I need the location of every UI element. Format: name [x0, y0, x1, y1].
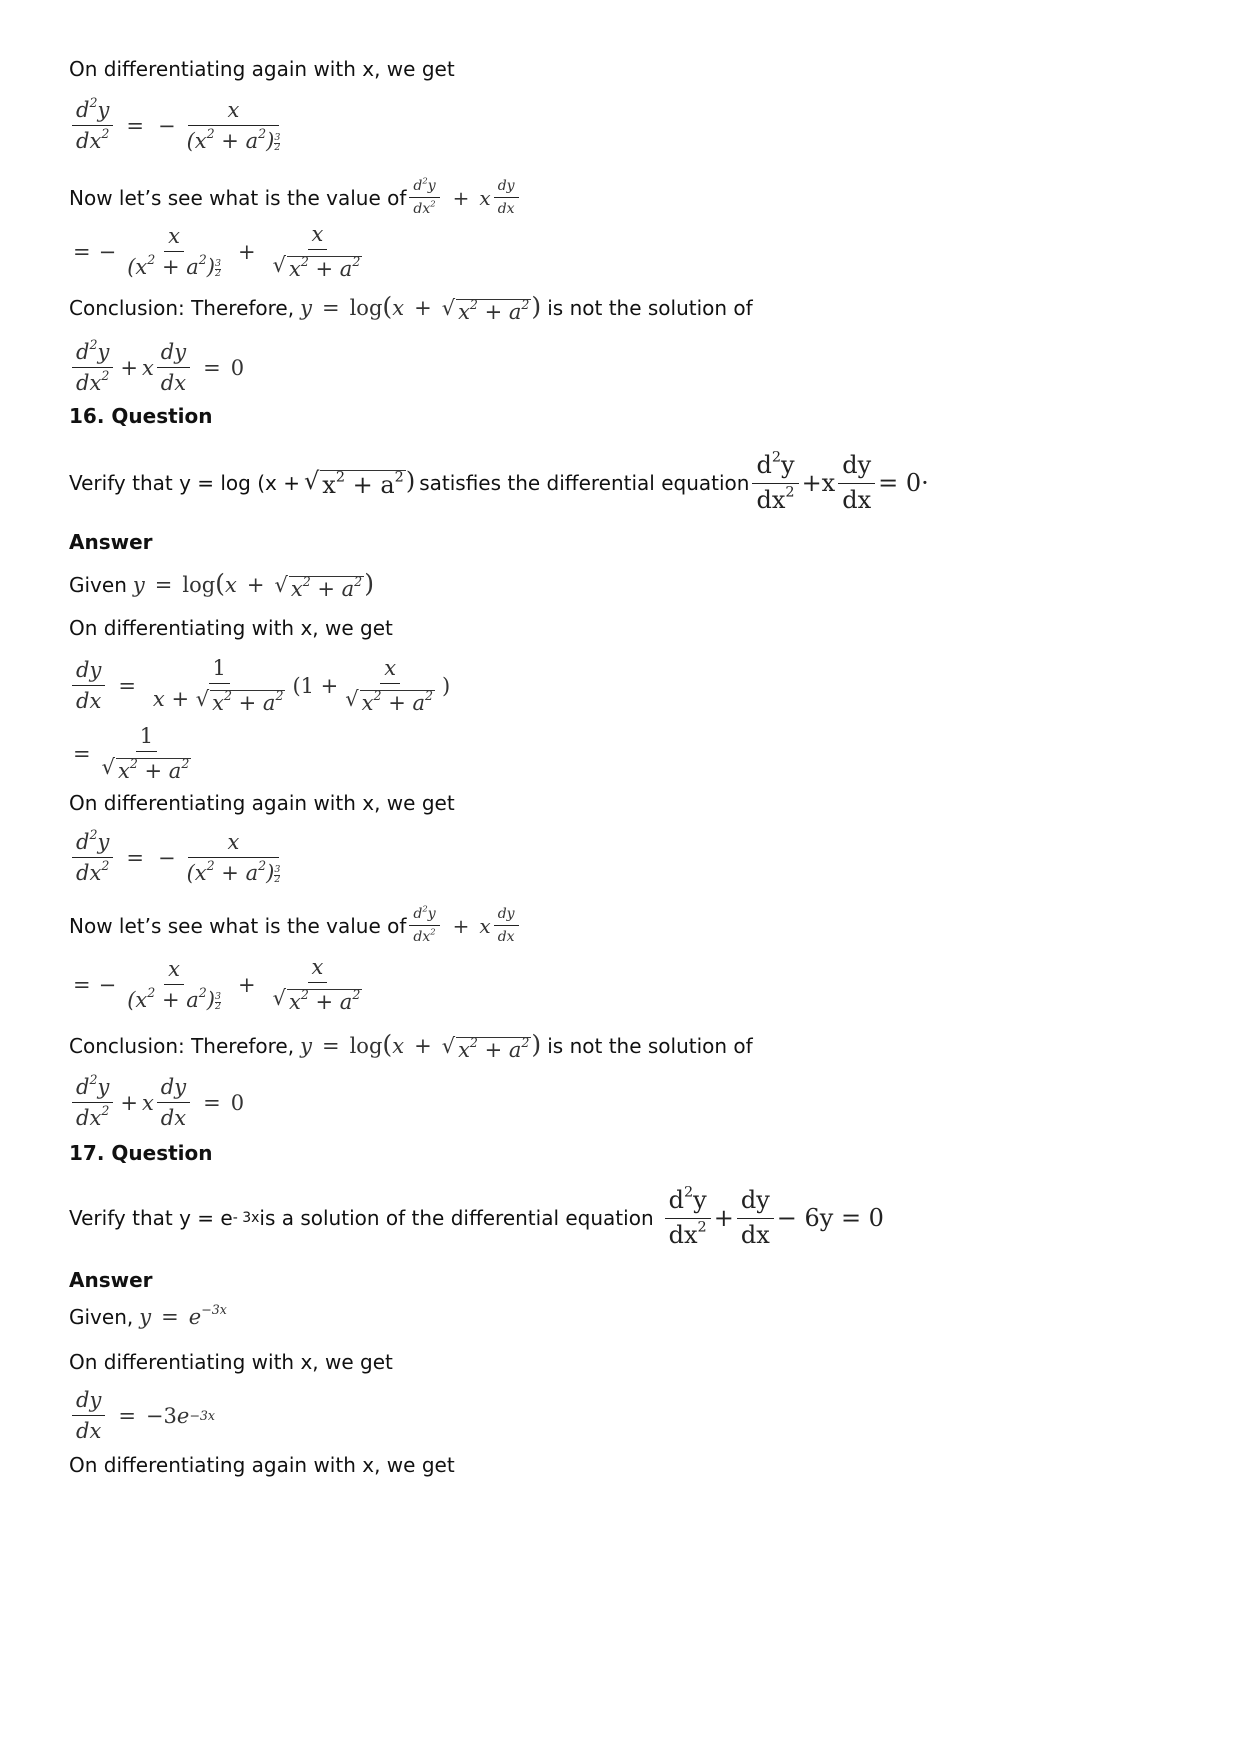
- text-fragment: Verify that y = log (x +: [69, 471, 300, 496]
- answer-label: Answer: [69, 1268, 153, 1292]
- equation-sum: = − x $(x^2 + a^2)$ $\frac{3}{2}$ + x √ $x^2 + a^2$: [73, 955, 361, 1015]
- text-line: On differentiating with x, we get: [69, 616, 393, 640]
- text-fragment: Now let’s see what is the value of: [69, 913, 407, 938]
- text-fragment: Verify that y = e: [69, 1206, 233, 1231]
- equation-second-derivative: $\frac{d^2y}{dx^2}$ = − x $(x^2 + a^2)$ $\frac{3}{2}$: [69, 830, 287, 885]
- text-fragment: Given: [69, 573, 127, 597]
- text-fragment: Now let’s see what is the value of: [69, 185, 407, 210]
- expression-inline: y = log(x + √ $x^2 + a^2$ ): [300, 1030, 542, 1062]
- text-line-with-math: [69, 175, 522, 218]
- exponent: - 3x: [232, 1210, 260, 1227]
- question-text: [69, 449, 929, 514]
- equation-second-derivative: $\frac{d^2y}{dx^2}$ = − x $(x^2 + a^2)$ $\frac{3}{2}$: [69, 98, 287, 153]
- equation-first-derivative-simplified: = 1 √ $x^2 + a^2$: [73, 724, 190, 784]
- text-line: On differentiating again with x, we get: [69, 791, 455, 815]
- text-line: On differentiating with x, we get: [69, 1350, 393, 1374]
- text-line-with-math: [69, 1030, 753, 1062]
- expression-inline: y = log(x + √ $x^2 + a^2$ ): [300, 292, 542, 324]
- text-fragment: is a solution of the differential equation: [259, 1206, 654, 1231]
- answer-label: Answer: [69, 530, 153, 554]
- equation-differential: $\frac{d^2y}{dx^2}$ + x $\frac{dy}{dx}$ = 0: [69, 1075, 244, 1130]
- equation-first-derivative: $\frac{dy}{dx}$ = 1 x + √ $x^2 + a^2$ (1 + x √ $x^2 + a^2$ ): [69, 656, 450, 715]
- text-fragment: is not the solution of: [547, 296, 753, 320]
- text-fragment: satisfies the differential equation: [419, 471, 750, 496]
- text-line-with-math: [69, 1301, 233, 1329]
- text-fragment: is not the solution of: [547, 1034, 753, 1058]
- text-line-with-math: [69, 903, 522, 946]
- question-text: [69, 1184, 884, 1249]
- question-title: 17. Question: [69, 1141, 213, 1165]
- expression-inline: $\frac{d^2y}{dx^2}$ + x $\frac{dy}{dx}$: [406, 178, 521, 217]
- text-line: On differentiating again with x, we get: [69, 57, 455, 81]
- text-fragment: Conclusion: Therefore,: [69, 1034, 295, 1058]
- expression-inline: $\frac{d^2y}{dx^2}$ + $\frac{dy}{dx}$ − 6y = 0: [662, 1187, 884, 1249]
- question-title: 16. Question: [69, 404, 213, 428]
- equation-differential: $\frac{d^2y}{dx^2}$ + x $\frac{dy}{dx}$ = 0: [69, 340, 244, 395]
- expression-inline: $\frac{d^2y}{dx^2}$ +x $\frac{dy}{dx}$ = 0·: [749, 452, 928, 514]
- expression-inline: $y = e^{-3x}$: [139, 1301, 227, 1329]
- text-line: On differentiating again with x, we get: [69, 1453, 455, 1477]
- equation-first-derivative: $\frac{dy}{dx}$ = −3 e −3x: [69, 1388, 215, 1443]
- expression-inline: $\frac{d^2y}{dx^2}$ + x $\frac{dy}{dx}$: [406, 906, 521, 945]
- text-fragment: Conclusion: Therefore,: [69, 296, 295, 320]
- text-line-with-math: [69, 292, 753, 324]
- expression-inline: y = log(x + √ $x^2 + a^2$ ): [132, 569, 375, 601]
- text-line-with-math: [69, 569, 380, 601]
- text-fragment: Given,: [69, 1305, 134, 1329]
- equation-sum: = − x $(x^2 + a^2)$ $\frac{3}{2}$ + x √ $x^2 + a^2$: [73, 222, 361, 282]
- expression-inline: √ $x^2 + a^2$ ): [303, 467, 416, 500]
